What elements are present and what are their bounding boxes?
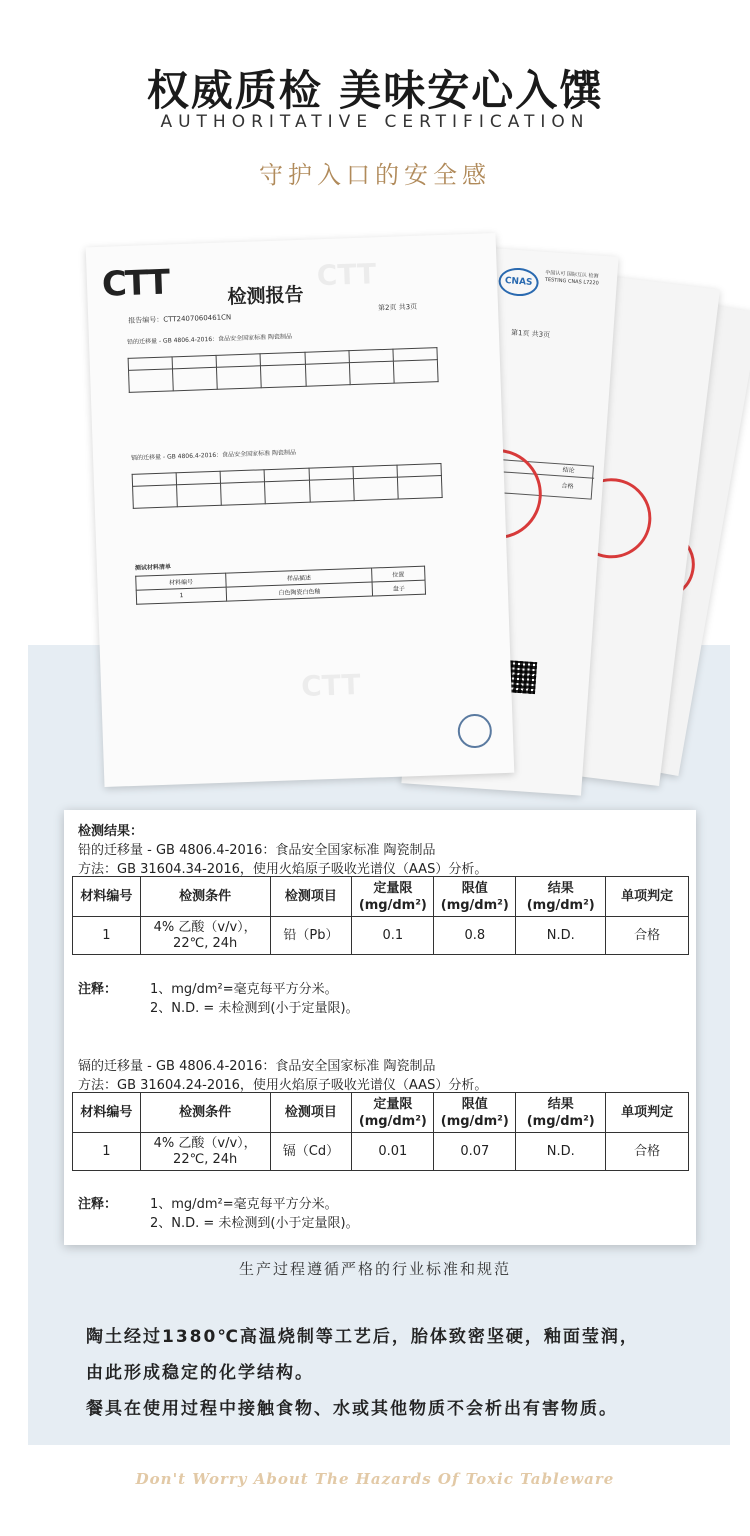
description-line-3: 餐具在使用过程中接触食物、水或其他物质不会析出有害物质。 (86, 1399, 618, 1419)
sample-list-header: 测试材料清单 (134, 563, 172, 572)
col-result: 结果 (mg/dm²) (516, 877, 606, 917)
cell-limit: 0.07 (434, 1133, 516, 1171)
cadmium-note-1: 1、mg/dm²=毫克每平方分米。 (150, 1197, 338, 1212)
table-row (73, 1133, 689, 1171)
col-test-item: 检测项目 (270, 1093, 352, 1133)
lead-standard-line: 铅的迁移量 - GB 4806.4-2016：食品安全国家标准 陶瓷制品 (78, 843, 436, 858)
col-judgement: 单项判定 (606, 877, 689, 917)
report-number: 报告编号：CTT2407060461CN (128, 313, 232, 325)
description-line-1: 陶土经过1380℃高温烧制等工艺后，胎体致密坚硬，釉面莹润， (86, 1327, 639, 1347)
lead-results-table (72, 876, 689, 955)
sample-id: 1 (136, 587, 227, 604)
table-row (73, 917, 689, 955)
lead-note-1: 1、mg/dm²=毫克每平方分米。 (150, 982, 338, 997)
cell-condition: 4% 乙酸（v/v）， 22℃, 24h (140, 917, 270, 955)
col-material-id: 材料编号 (73, 877, 141, 917)
standards-caption: 生产过程遵循严格的行业标准和规范 (238, 1260, 511, 1278)
report-page-front (86, 233, 515, 787)
col-condition: 检测条件 (140, 1093, 270, 1133)
report-back-page: 第1页 共3页 (510, 328, 551, 340)
cell-quant-limit: 0.01 (352, 1133, 434, 1171)
col-limit: 限值 (mg/dm²) (434, 1093, 516, 1133)
lead-section-text: 铅的迁移量 - GB 4806.4-2016：食品安全国家标准 陶瓷制品 (126, 333, 293, 346)
table-header-row (73, 1093, 689, 1133)
col-limit: 限值 (mg/dm²) (434, 877, 516, 917)
cnas-logo-icon: CNAS (498, 267, 540, 298)
cadmium-section-text: 镉的迁移量 - GB 4806.4-2016：食品安全国家标准 陶瓷制品 (130, 449, 297, 462)
mini-lead-table (128, 347, 439, 393)
cell-result: N.D. (516, 917, 606, 955)
col-quant-limit: 定量限 (mg/dm²) (352, 877, 434, 917)
conclusion-label: 结论 (484, 459, 595, 479)
sample-position: 盘子 (372, 580, 425, 596)
cadmium-note-label: 注释： (78, 1197, 118, 1212)
cell-condition: 4% 乙酸（v/v）， 22℃, 24h (140, 1133, 270, 1171)
col-test-item: 检测项目 (270, 877, 352, 917)
lead-note-label: 注释： (78, 982, 118, 997)
report-page-number: 第2页 共3页 (377, 302, 418, 313)
sample-col-position: 位置 (372, 566, 425, 582)
sample-table (135, 566, 426, 605)
sample-col-id: 材料编号 (136, 573, 227, 590)
cell-material-id: 1 (73, 917, 141, 955)
cadmium-method-line: 方法：GB 31604.24-2016，使用火焰原子吸收光谱仪（AAS）分析。 (78, 1078, 488, 1093)
page-tagline: 守护入口的安全感 (259, 161, 491, 189)
footer-slogan: Don't Worry About The Hazards Of Toxic Tableware (135, 1470, 615, 1488)
ctt-watermark: CTT (300, 668, 362, 704)
cell-result: N.D. (516, 1133, 606, 1171)
table-header-row (73, 877, 689, 917)
cadmium-results-table (72, 1092, 689, 1171)
cadmium-standard-line: 镉的迁移量 - GB 4806.4-2016：食品安全国家标准 陶瓷制品 (78, 1059, 436, 1074)
sample-col-desc: 样品描述 (226, 568, 372, 587)
cell-quant-limit: 0.1 (352, 917, 434, 955)
sample-desc: 白色陶瓷白色釉 (226, 582, 372, 601)
ctt-logo: CTT (101, 262, 169, 305)
page-title: 权威质检 美味安心入馔 (146, 66, 604, 115)
mini-cadmium-table (132, 463, 443, 509)
cell-material-id: 1 (73, 1133, 141, 1171)
col-condition: 检测条件 (140, 877, 270, 917)
cnas-text: 中国认可 国际互认 检测 TESTING CNAS L7220 (544, 269, 599, 287)
conclusion-value: 合格 (561, 482, 574, 491)
cadmium-note-2: 2、N.D. = 未检测到(小于定量限)。 (150, 1216, 359, 1231)
lead-method-line: 方法：GB 31604.34-2016，使用火焰原子吸收光谱仪（AAS）分析。 (78, 862, 488, 877)
col-judgement: 单项判定 (606, 1093, 689, 1133)
ctt-watermark: CTT (316, 257, 377, 293)
col-quant-limit: 定量限 (mg/dm²) (352, 1093, 434, 1133)
report-title: 检测报告 (227, 283, 304, 309)
page-subtitle-english: AUTHORITATIVE CERTIFICATION (160, 112, 590, 132)
stamp-icon (457, 713, 492, 748)
cell-judgement: 合格 (606, 917, 689, 955)
result-label: 检测结果： (78, 824, 144, 839)
description-line-2: 由此形成稳定的化学结构。 (86, 1363, 314, 1383)
cell-test-item: 镉（Cd） (270, 1133, 352, 1171)
zoomed-result-card (64, 810, 696, 1245)
col-material-id: 材料编号 (73, 1093, 141, 1133)
cell-test-item: 铅（Pb） (270, 917, 352, 955)
cell-judgement: 合格 (606, 1133, 689, 1171)
col-result: 结果 (mg/dm²) (516, 1093, 606, 1133)
cell-limit: 0.8 (434, 917, 516, 955)
lead-note-2: 2、N.D. = 未检测到(小于定量限)。 (150, 1001, 359, 1016)
